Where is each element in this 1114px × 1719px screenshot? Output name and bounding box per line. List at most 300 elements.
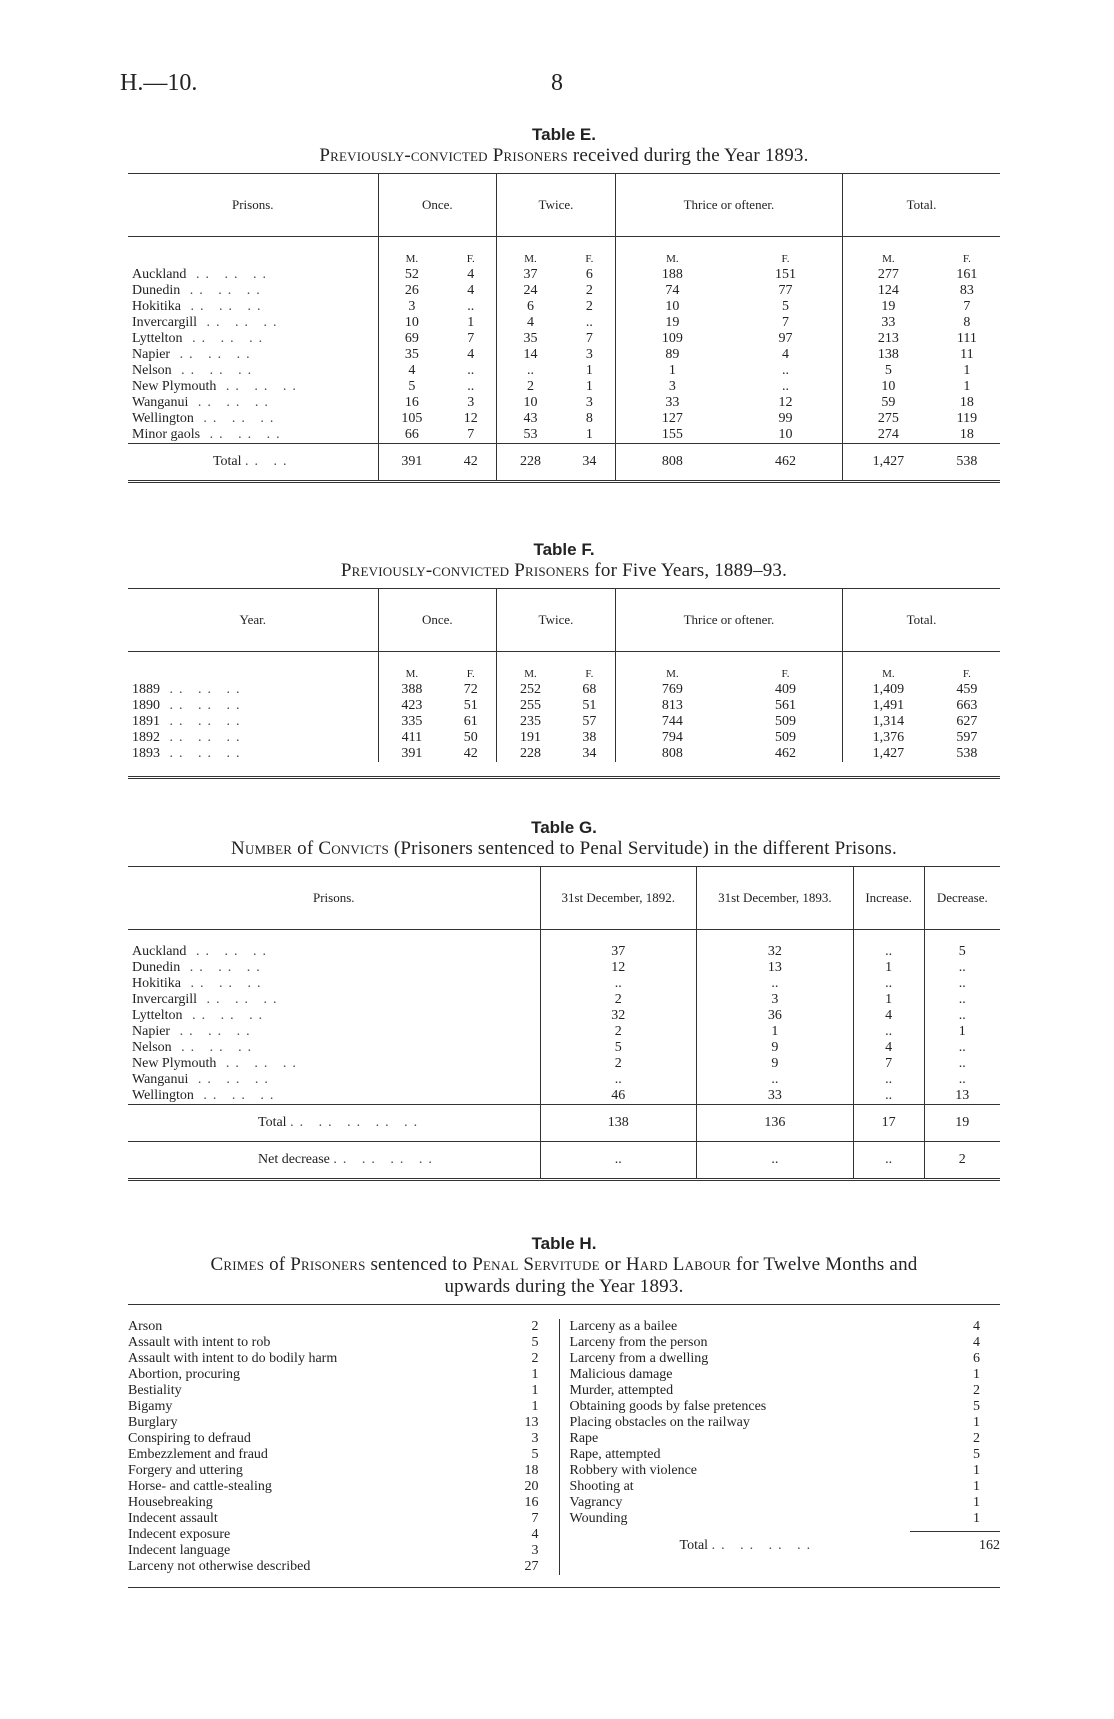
crime-name: Assault with intent to do bodily harm [128, 1351, 338, 1366]
cell-value: 274 [843, 427, 934, 444]
cell-value: 6 [585, 267, 593, 282]
col-dec-1893: 31st December, 1893. [697, 867, 854, 930]
cell-value: 4 [781, 347, 789, 362]
cell-value: 35 [378, 347, 445, 363]
cell-value: 43 [497, 411, 564, 427]
cell-value: 411 [378, 730, 445, 746]
cell-value: 2 [540, 1024, 697, 1040]
crime-name: Obtaining goods by false pretences [569, 1399, 767, 1414]
row-label: Nelson [132, 1040, 172, 1055]
table-row: Invercargill .. .. .. 2 3 1 .. [128, 992, 1000, 1008]
crime-name: Vagrancy [569, 1495, 623, 1510]
cell-value: 1,376 [843, 730, 934, 746]
cell-value: 3 [467, 395, 475, 410]
cell-value: 127 [615, 411, 729, 427]
col-twice: Twice. [497, 589, 616, 652]
cell-value: .. [781, 363, 789, 378]
table-row: Napier .. .. .. 2 1 .. 1 [128, 1024, 1000, 1040]
crime-name: Housebreaking [128, 1495, 213, 1510]
col-dec-1892: 31st December, 1892. [540, 867, 697, 930]
row-label: 1893 [132, 746, 160, 761]
list-item [128, 1447, 559, 1463]
list-item [128, 1431, 559, 1447]
col-twice: Twice. [497, 174, 616, 237]
table-e [128, 125, 1000, 483]
list-item [128, 1527, 559, 1543]
cell-value: 744 [615, 714, 729, 730]
cell-value: 12 [778, 395, 793, 410]
cell-value: 5 [781, 299, 789, 314]
cell-value: 423 [378, 698, 445, 714]
crime-name: Bestiality [128, 1383, 182, 1398]
cell-value: 3 [697, 992, 854, 1008]
table-row: 1892 .. .. .. 411 50 191 38 794 509 1,376 597 [128, 730, 1000, 746]
row-label: Lyttelton [132, 1008, 183, 1023]
cell-value: 52 [378, 267, 445, 283]
cell-value: 68 [582, 682, 597, 697]
cell-value: 7 [467, 331, 475, 346]
row-label: Invercargill [132, 315, 198, 330]
cell-value: 8 [963, 315, 971, 330]
crime-name: Larceny from the person [569, 1335, 708, 1350]
crime-count: 4 [973, 1335, 980, 1350]
cell-value: 53 [497, 427, 564, 444]
crime-count: 16 [524, 1495, 539, 1510]
cell-value: 9 [697, 1040, 854, 1056]
cell-value: 32 [697, 944, 854, 960]
table-row: 1891 .. .. .. 335 61 235 57 744 509 1,314 627 [128, 714, 1000, 730]
cell-value: 7 [781, 315, 789, 330]
cell-value: 5 [540, 1040, 697, 1056]
col-decrease: Decrease. [924, 867, 1000, 930]
cell-value: 235 [497, 714, 564, 730]
table-row: Wellington .. .. .. 46 33 .. 13 [128, 1088, 1000, 1105]
cell-value: 138 [843, 347, 934, 363]
crime-count: 1 [973, 1463, 980, 1478]
list-item [128, 1479, 559, 1495]
cell-value: 10 [778, 427, 793, 442]
crime-count: 5 [531, 1447, 539, 1462]
cell-value: 813 [615, 698, 729, 714]
cell-value: 155 [615, 427, 729, 444]
cell-value: 275 [843, 411, 934, 427]
table-f-grid [128, 588, 1000, 779]
cell-value: 9 [697, 1056, 854, 1072]
table-row: Dunedin .. .. .. 26 4 24 2 74 77 124 83 [128, 283, 1000, 299]
table-row: Lyttelton .. .. .. 32 36 4 .. [128, 1008, 1000, 1024]
cell-value: 12 [463, 411, 478, 426]
crime-name: Malicious damage [569, 1367, 673, 1382]
cell-value: 16 [378, 395, 445, 411]
cell-value: 1 [585, 427, 593, 442]
cell-value: 26 [378, 283, 445, 299]
cell-value: 1 [963, 379, 971, 394]
cell-value: 105 [378, 411, 445, 427]
crime-count: 2 [531, 1351, 539, 1366]
cell-value: .. [924, 976, 1000, 992]
table-row: Invercargill .. .. .. 10 1 4 .. 19 7 33 8 [128, 315, 1000, 331]
table-row: Wellington .. .. .. 105 12 43 8 127 99 275 119 [128, 411, 1000, 427]
row-label: Dunedin [132, 283, 181, 298]
crime-count: 3 [531, 1543, 539, 1558]
col-total: Total. [843, 589, 1000, 652]
list-item [128, 1351, 559, 1367]
crime-name: Rape [569, 1431, 599, 1446]
cell-value: 769 [615, 682, 729, 698]
list-item [128, 1335, 559, 1351]
cell-value: 3 [585, 347, 593, 362]
list-item [570, 1463, 1001, 1479]
cell-value: 2 [540, 992, 697, 1008]
table-g-title: Table G. [531, 818, 597, 837]
cell-value: 188 [615, 267, 729, 283]
cell-value: 1 [963, 363, 971, 378]
list-item [570, 1495, 1001, 1511]
row-label: Hokitika [132, 299, 181, 314]
table-e-subtitle: Previously-convicted Prisoners received durirg the Year 1893. [319, 145, 809, 166]
row-label: 1891 [132, 714, 160, 729]
cell-value: 50 [463, 730, 478, 745]
crime-name: Burglary [128, 1415, 178, 1430]
cell-value: .. [924, 1040, 1000, 1056]
cell-value: .. [781, 379, 789, 394]
cell-value: 1 [467, 315, 475, 330]
cell-value: .. [924, 1072, 1000, 1088]
cell-value: 3 [615, 379, 729, 395]
cell-value: 2 [585, 283, 593, 298]
table-row: 1889 .. .. .. 388 72 252 68 769 409 1,409 459 [128, 682, 1000, 698]
cell-value: 228 [497, 746, 564, 762]
cell-value: 99 [778, 411, 793, 426]
cell-value: .. [853, 944, 924, 960]
cell-value: .. [924, 960, 1000, 976]
table-row: 1890 .. .. .. 423 51 255 51 813 561 1,491 663 [128, 698, 1000, 714]
cell-value: 18 [959, 427, 974, 442]
table-g-net-decrease-row: Net decrease .. .. .. .. .. .. .. 2 [128, 1142, 1000, 1180]
crime-count: 1 [973, 1367, 980, 1382]
cell-value: 69 [378, 331, 445, 347]
list-item [128, 1367, 559, 1383]
crime-name: Larceny as a bailee [569, 1319, 678, 1334]
row-label: Wellington [132, 411, 194, 426]
crime-count: 4 [531, 1527, 539, 1542]
table-e-grid [128, 173, 1000, 483]
cell-value: 4 [467, 347, 475, 362]
cell-value: 7 [963, 299, 971, 314]
cell-value: 119 [956, 411, 978, 426]
crime-count: 1 [531, 1399, 539, 1414]
crime-name: Forgery and uttering [128, 1463, 243, 1478]
crime-name: Horse- and cattle-stealing [128, 1479, 272, 1494]
cell-value: 391 [378, 746, 445, 762]
cell-value: 5 [378, 379, 445, 395]
cell-value: 213 [843, 331, 934, 347]
list-item [128, 1463, 559, 1479]
cell-value: 83 [959, 283, 974, 298]
crime-count: 1 [973, 1479, 980, 1494]
cell-value: 1 [853, 992, 924, 1008]
table-f-subtitle: Previously-convicted Prisoners for Five Years, 1889–93. [340, 560, 788, 581]
cell-value: 794 [615, 730, 729, 746]
table-h-title: Table H. [531, 1234, 597, 1253]
cell-value: 5 [924, 944, 1000, 960]
table-row: Wanganui .. .. .. .. .. .. .. [128, 1072, 1000, 1088]
table-row: Wanganui .. .. .. 16 3 10 3 33 12 59 18 [128, 395, 1000, 411]
crime-count: 1 [531, 1367, 539, 1382]
cell-value: 1 [615, 363, 729, 379]
col-once: Once. [378, 589, 497, 652]
col-year: Year. [239, 612, 266, 627]
list-item [128, 1511, 559, 1527]
crime-count: 13 [524, 1415, 539, 1430]
cell-value: 4 [467, 267, 475, 282]
table-h-subtitle: Crimes of Prisoners sentenced to Penal Servitude or Hard Labour for Twelve Months and upwards during the Year 1893. [210, 1254, 918, 1297]
cell-value: 36 [697, 1008, 854, 1024]
cell-value: .. [540, 976, 697, 992]
cell-value: 19 [615, 315, 729, 331]
cell-value: 2 [585, 299, 593, 314]
crime-name: Shooting at [569, 1479, 634, 1494]
crime-name: Murder, attempted [569, 1383, 674, 1398]
row-label: Invercargill [132, 992, 198, 1007]
cell-value: 51 [463, 698, 478, 713]
cell-value: 2 [497, 379, 564, 395]
table-g-grid [128, 866, 1000, 1181]
table-h [128, 1234, 1000, 1588]
list-item [570, 1367, 1001, 1383]
cell-value: 72 [463, 682, 478, 697]
crime-name: Arson [128, 1319, 163, 1334]
row-label: 1889 [132, 682, 160, 697]
cell-value: 3 [378, 299, 445, 315]
cell-value: .. [467, 363, 475, 378]
table-row: Auckland .. .. .. 37 32 .. 5 [128, 944, 1000, 960]
cell-value: 388 [378, 682, 445, 698]
row-label: Minor gaols [132, 427, 201, 442]
crime-count: 6 [973, 1351, 980, 1366]
mf-row: M. F. M. F. M. F. M. F. [128, 237, 1000, 268]
table-e-title: Table E. [532, 125, 596, 144]
cell-value: 277 [843, 267, 934, 283]
col-prisons: Prisons. [231, 197, 274, 212]
cell-value: 97 [778, 331, 793, 346]
cell-value: 11 [960, 347, 974, 362]
col-increase: Increase. [853, 867, 924, 930]
table-h-total-row: Total .. .. .. .. 162 [679, 1538, 1000, 1553]
cell-value: 18 [959, 395, 974, 410]
crime-count: 1 [973, 1511, 980, 1526]
cell-value: .. [585, 315, 593, 330]
crime-count: 1 [973, 1415, 980, 1430]
cell-value: 10 [378, 315, 445, 331]
cell-value: 1 [853, 960, 924, 976]
list-item [128, 1319, 559, 1335]
crimes-left-column [128, 1319, 559, 1575]
page-number: 8 [551, 70, 563, 96]
cell-value: 74 [615, 283, 729, 299]
crime-name: Larceny from a dwelling [569, 1351, 709, 1366]
crime-name: Rape, attempted [569, 1447, 661, 1462]
list-item [128, 1383, 559, 1399]
table-g-subtitle: Number of Convicts (Prisoners sentenced to Penal Servitude) in the different Prisons. [231, 838, 897, 859]
list-item [128, 1543, 559, 1559]
cell-value: 37 [540, 944, 697, 960]
cell-value: 7 [467, 427, 475, 442]
cell-value: 14 [497, 347, 564, 363]
table-row: Napier .. .. .. 35 4 14 3 89 4 138 11 [128, 347, 1000, 363]
cell-value: 335 [378, 714, 445, 730]
mf-row: M. F. M. F. M. F. M. F. [128, 652, 1000, 683]
cell-value: .. [924, 1056, 1000, 1072]
cell-value: 1,491 [843, 698, 934, 714]
list-item [570, 1511, 1001, 1527]
table-row: Lyttelton .. .. .. 69 7 35 7 109 97 213 111 [128, 331, 1000, 347]
crime-count: 27 [524, 1559, 539, 1574]
cell-value: 34 [582, 746, 597, 761]
crime-count: 5 [531, 1335, 539, 1350]
list-item [128, 1399, 559, 1415]
cell-value: 124 [843, 283, 934, 299]
row-label: New Plymouth [132, 1056, 217, 1071]
row-label: Hokitika [132, 976, 181, 991]
cell-value: 4 [497, 315, 564, 331]
table-row: Hokitika .. .. .. .. .. .. .. [128, 976, 1000, 992]
list-item [128, 1415, 559, 1431]
table-row: 1893 .. .. .. 391 42 228 34 808 462 1,427 538 [128, 746, 1000, 762]
cell-value: 35 [497, 331, 564, 347]
cell-value: 252 [497, 682, 564, 698]
crime-name: Indecent assault [128, 1511, 218, 1526]
list-item [570, 1447, 1001, 1463]
cell-value: .. [697, 1072, 854, 1088]
row-label: Napier [132, 347, 171, 362]
crime-name: Bigamy [128, 1399, 173, 1414]
list-item [128, 1559, 559, 1575]
row-label: Auckland [132, 944, 187, 959]
list-item [570, 1335, 1001, 1351]
col-prisons: Prisons. [312, 890, 355, 905]
cell-value: 509 [774, 714, 796, 729]
list-item [570, 1431, 1001, 1447]
cell-value: 37 [497, 267, 564, 283]
crime-name: Abortion, procuring [128, 1367, 240, 1382]
cell-value: .. [540, 1072, 697, 1088]
cell-value: 1 [924, 1024, 1000, 1040]
cell-value: 5 [843, 363, 934, 379]
cell-value: 2 [540, 1056, 697, 1072]
crime-name: Placing obstacles on the railway [569, 1415, 750, 1430]
crime-name: Indecent exposure [128, 1527, 231, 1542]
cell-value: .. [467, 379, 475, 394]
crime-name: Assault with intent to rob [128, 1335, 271, 1350]
cell-value: 77 [778, 283, 793, 298]
cell-value: 19 [843, 299, 934, 315]
cell-value: 32 [540, 1008, 697, 1024]
crime-count: 2 [973, 1431, 980, 1446]
cell-value: 33 [843, 315, 934, 331]
cell-value: 24 [497, 283, 564, 299]
table-row: Nelson .. .. .. 4 .. .. 1 1 .. 5 1 [128, 363, 1000, 379]
col-thrice: Thrice or oftener. [615, 589, 842, 652]
cell-value: 597 [956, 730, 978, 745]
crime-count: 7 [531, 1511, 539, 1526]
table-row: New Plymouth .. .. .. 2 9 7 .. [128, 1056, 1000, 1072]
row-label: 1892 [132, 730, 160, 745]
list-item [128, 1495, 559, 1511]
cell-value: 1 [585, 363, 593, 378]
cell-value: .. [853, 1024, 924, 1040]
list-item [570, 1399, 1001, 1415]
row-label: Lyttelton [132, 331, 183, 346]
crime-name: Robbery with violence [569, 1463, 698, 1478]
cell-value: 151 [774, 267, 796, 282]
crime-name: Wounding [569, 1511, 628, 1526]
cell-value: 4 [853, 1008, 924, 1024]
cell-value: 10 [497, 395, 564, 411]
list-item [570, 1383, 1001, 1399]
table-g [128, 818, 1000, 1181]
crime-count: 1 [531, 1383, 539, 1398]
cell-value: 1 [585, 379, 593, 394]
cell-value: 255 [497, 698, 564, 714]
col-once: Once. [378, 174, 497, 237]
cell-value: 51 [582, 698, 597, 713]
row-label: Wanganui [132, 395, 189, 410]
cell-value: 13 [924, 1088, 1000, 1105]
cell-value: 627 [956, 714, 978, 729]
table-row: Auckland .. .. .. 52 4 37 6 188 151 277 161 [128, 267, 1000, 283]
cell-value: 161 [956, 267, 978, 282]
cell-value: 10 [843, 379, 934, 395]
cell-value: 509 [774, 730, 796, 745]
cell-value: 111 [956, 331, 977, 346]
row-label: Wanganui [132, 1072, 189, 1087]
cell-value: 57 [582, 714, 597, 729]
cell-value: 13 [697, 960, 854, 976]
cell-value: 4 [467, 283, 475, 298]
cell-value: 459 [956, 682, 978, 697]
list-item [570, 1415, 1001, 1431]
col-thrice: Thrice or oftener. [615, 174, 842, 237]
page-ref: H.—10. [120, 70, 198, 96]
cell-value: 12 [540, 960, 697, 976]
row-label: Nelson [132, 363, 172, 378]
cell-value: 4 [853, 1040, 924, 1056]
cell-value: 10 [615, 299, 729, 315]
cell-value: .. [924, 1008, 1000, 1024]
crime-name: Indecent language [128, 1543, 231, 1558]
cell-value: 4 [378, 363, 445, 379]
crime-count: 18 [524, 1463, 539, 1478]
crime-count: 4 [973, 1319, 980, 1334]
cell-value: 1,314 [843, 714, 934, 730]
cell-value: 42 [463, 746, 478, 761]
cell-value: 663 [956, 698, 978, 713]
crime-count: 20 [524, 1479, 539, 1494]
table-f-title: Table F. [533, 540, 595, 559]
crime-count: 2 [973, 1383, 980, 1398]
list-item [570, 1319, 1001, 1335]
table-row: Minor gaols .. .. .. 66 7 53 1 155 10 274 18 [128, 427, 1000, 444]
cell-value: 1 [697, 1024, 854, 1040]
cell-value: 59 [843, 395, 934, 411]
cell-value: 1,409 [843, 682, 934, 698]
cell-value: .. [697, 976, 854, 992]
table-f [128, 540, 1000, 779]
row-label: New Plymouth [132, 379, 217, 394]
table-g-total-row: Total .. .. .. .. .. 138 136 17 19 [128, 1105, 1000, 1142]
cell-value: 538 [956, 746, 978, 761]
